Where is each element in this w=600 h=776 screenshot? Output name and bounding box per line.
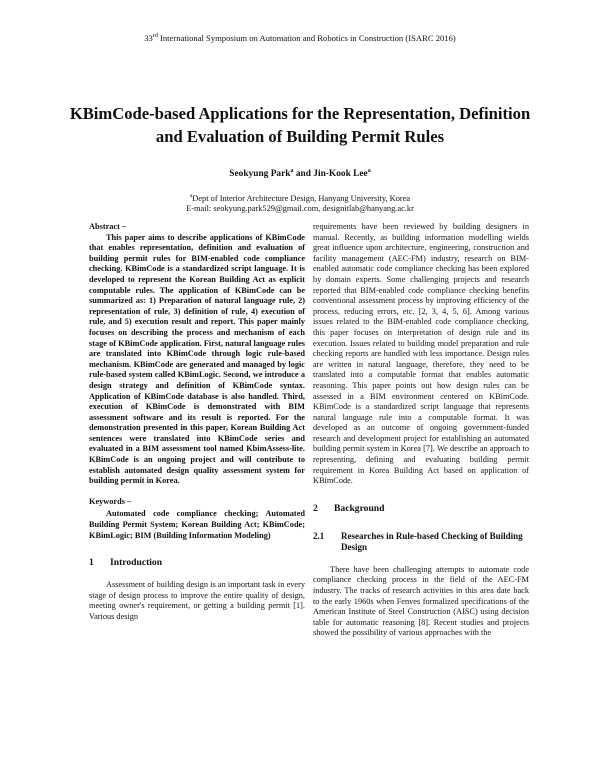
authors	[0, 168, 600, 179]
affiliation-block	[0, 191, 600, 215]
abstract-label: Abstract –	[89, 222, 127, 231]
right-column	[313, 222, 529, 639]
introduction-text: Assessment of building design is an important task in every stage of design process to improve the entire quality of design, meeting owner's requirement, or getting a building permit [1]. Various design	[89, 580, 305, 621]
author-2: and Jin-Kook Lee	[293, 169, 368, 180]
subsection-title: Researches in Rule-based Checking of Building Design	[341, 530, 523, 553]
email-line: E-mail: seokyung.park529@gmail.com, designitlab@hanyang.ac.kr	[186, 204, 414, 214]
section-2-heading	[313, 503, 529, 515]
affiliation-mark: a	[189, 193, 193, 199]
keywords-text: Automated code compliance checking; Automated Building Permit System; Korean Building Act; KBimCode; KBimLogic; BIM (Building Information Modeling)	[89, 509, 305, 540]
subsection-2-1-text: There have been challenging attempts to automate code compliance checking process in the field of the AEC-FM industry. The tracks of research activities in this area date back to the early 1960s when Fenves formalized specifications of the American Institute of Steel Construction (AISC) using decision table for automatic reasoning [8]. Recent studies and projects showed the possibility of various approaches with the	[313, 564, 529, 638]
author-1-affil-mark: a	[290, 168, 294, 174]
paper-title: KBimCode-based Applications for the Representation, Definition and Evaluation of Building Permit Rules	[69, 104, 531, 146]
left-column	[89, 222, 305, 623]
introduction-continuation: requirements have been reviewed by building designers in manual. Recently, as building information modelling wields great influence upon architecture, engineering, construction and facility management (AEC-FM) industry, research on BIM-enabled automatic code compliance checking has been explored by domain experts. Some challenging projects and research reported that BIM-enabled code compliance checking benefits conventional assessment process by improving efficiency of the process, reducing errors, etc. [2, 3, 4, 5, 6]. Among various issues related to the BIM-enabled code compliance checking, this paper focuses on interpretation of design rule and its execution. Issues related to building model preparation and rule checking reports are handled with less importance. Design rules are written in natural language, therefore, they need to be translated into a computable format that enables automatic reasoning. This paper points out how design rules can be assessed in a BIM environment centered on KBimCode. KBimCode is a standardized script language that represents natural language rule into a computable format. It was developed as an outcome of ongoing government-funded research and development project for establishing an automated building permit system in Korea [7]. We describe an approach to representing, defining and evaluating building permit requirement in Korea Building Act based on application of KBimCode.	[313, 222, 529, 486]
subsection-number: 2.1	[313, 530, 325, 541]
conference-ordinal: 33	[144, 33, 153, 43]
author-1: Seokyung Park	[229, 169, 291, 180]
section-title: Background	[334, 502, 385, 514]
conference-name: International Symposium on Automation and Robotics in Construction (ISARC 2016)	[157, 33, 456, 43]
affiliation	[0, 191, 600, 204]
section-number: 2	[313, 502, 318, 514]
conference-ordinal-suffix: rd	[152, 33, 158, 40]
abstract	[89, 222, 305, 487]
conference-header	[0, 33, 600, 43]
section-title: Introduction	[110, 557, 163, 569]
section-number: 1	[89, 557, 94, 569]
author-2-affil-mark: a	[367, 168, 371, 174]
abstract-text: This paper aims to describe applications of KBimCode that enables representation, definition and evaluation of building permit rules for BIM-enabled code compliance checking. KBimCode is a standardized script language. It is developed to represent the Korean Building Act as explicit computable rules. The application of KBimCode can be summarized as: 1) Preparation of natural language rule, 2) representation of rule, 3) definition of rule, 4) execution of rule, and 5) execution result and report. This paper mainly focuses on describing the process and mechanism of each stage of KBimCode application. First, natural language rules are translated into KBimCode through logic rule-based mechanism. KBimCode are generated and managed by logic rule-based system called KBimLogic. Second, we introduce a design strategy and definition of KBimCode syntax. Application of KBimCode database is also handled. Third, execution of KBimCode is demonstrated with BIM assessment software and its result is reported. For the demonstration presented in this paper, Korean Building Act sentences were translated into KBimCode series and evaluated in a BIM assessment tool named KbimAssess-lite. KBimCode is an ongoing project and will contribute to establish automated design quality assessment system for building permit in Korea.	[89, 232, 305, 486]
section-1-heading	[89, 557, 305, 569]
keywords-label: Keywords –	[89, 496, 132, 506]
subsection-2-1-heading	[313, 531, 529, 554]
affiliation-text: Dept of Interior Architecture Design, Hanyang University, Korea	[192, 193, 411, 203]
